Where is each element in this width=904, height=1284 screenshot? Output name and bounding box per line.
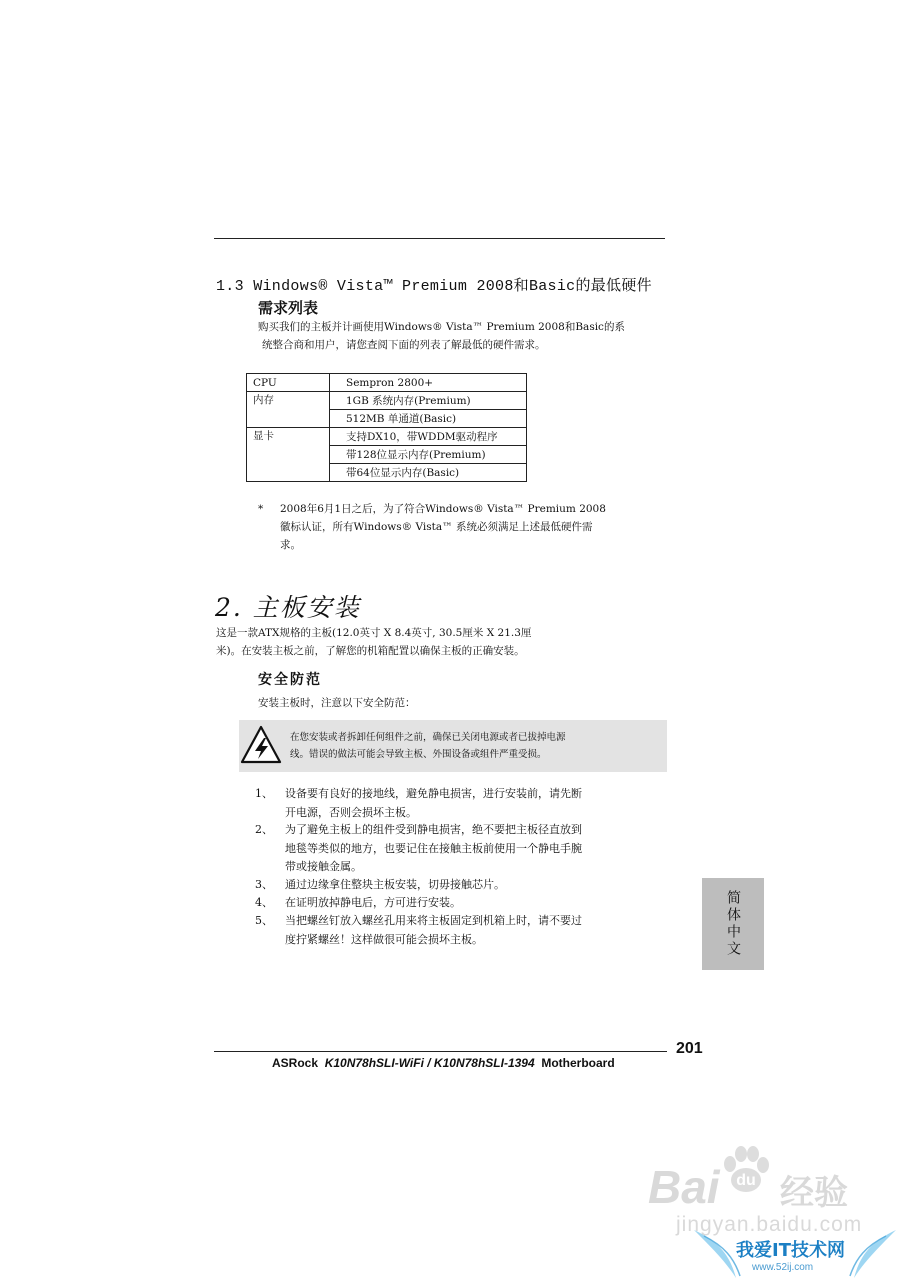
step-number: 4、 — [255, 896, 273, 909]
table-cell-category: 显卡 — [247, 428, 330, 482]
safety-intro: 安装主板时，注意以下安全防范： — [258, 697, 416, 709]
baidu-watermark-right: 经验 — [780, 1174, 848, 1212]
table-cell-value: 带64位显示内存(Basic) — [330, 464, 527, 482]
table-cell-value: 支持DX10，带WDDM驱动程序 — [330, 428, 527, 446]
hardware-requirements-table — [246, 373, 527, 482]
top-rule — [214, 238, 665, 239]
step-number: 1、 — [255, 787, 273, 800]
footnote-text — [280, 500, 640, 554]
footnote-line: 徽标认证，所有Windows® Vista™ 系统必须满足上述最低硬件需 — [280, 521, 593, 533]
footnote-line: 求。 — [280, 539, 301, 551]
language-side-tab — [702, 878, 764, 970]
table-row — [247, 428, 527, 446]
footer-suffix: Motherboard — [541, 1056, 615, 1070]
site-watermark: 我爱IT技术网 — [736, 1240, 845, 1261]
intro-line: 这是一款ATX规格的主板(12.0英寸 X 8.4英寸, 30.5厘米 X 21.3厘 — [216, 627, 532, 639]
step-text — [285, 894, 633, 913]
step-number: 2、 — [255, 823, 273, 836]
intro-line: 米)。在安装主板之前，了解您的机箱配置以确保主板的正确安装。 — [216, 645, 525, 657]
step-line: 地毯等类似的地方，也要记住在接触主板前使用一个静电手腕 — [285, 841, 582, 855]
step-line: 度拧紧螺丝！这样做很可能会损坏主板。 — [285, 932, 483, 946]
step-line: 为了避免主板上的组件受到静电损害，绝不要把主板径直放到 — [285, 823, 582, 836]
table-cell-value: 1GB 系统内存(Premium) — [330, 392, 527, 410]
intro-line: 统整合商和用户，请您查阅下面的列表了解最低的硬件需求。 — [262, 339, 546, 351]
footnote-marker: * — [258, 503, 264, 515]
step-text — [285, 876, 633, 895]
step-line: 当把螺丝钉放入螺丝孔用来将主板固定到机箱上时，请不要过 — [285, 914, 582, 927]
step-line: 设备要有良好的接地线，避免静电损害，进行安装前，请先断 — [285, 787, 582, 800]
table-cell-value: Sempron 2800+ — [330, 374, 527, 392]
step-number: 5、 — [255, 914, 273, 927]
footnote-line: 2008年6月1日之后，为了符合Windows® Vista™ Premium 2008 — [280, 503, 606, 515]
list-item — [255, 785, 645, 825]
section-1-3-intro — [258, 318, 678, 354]
warning-line: 在您安装或者拆卸任何组件之前，确保已关闭电源或者已拔掉电源 — [290, 732, 566, 743]
page-number: 201 — [676, 1040, 703, 1057]
bottom-rule — [214, 1051, 667, 1052]
step-text — [285, 821, 633, 877]
list-item — [255, 821, 645, 879]
step-text — [285, 785, 633, 822]
table-cell-category: CPU — [247, 374, 330, 392]
intro-line: 购买我们的主板并计画使用Windows® Vista™ Premium 2008和Basic的系 — [258, 321, 625, 333]
paw-icon — [716, 1140, 776, 1200]
section-heading-2: 2. 主板安装 — [215, 593, 361, 622]
step-line: 在证明放掉静电后，方可进行安装。 — [285, 896, 461, 909]
step-number: 3、 — [255, 878, 273, 891]
table-cell-value: 512MB 单通道(Basic) — [330, 410, 527, 428]
table-row — [247, 392, 527, 410]
step-line: 通过边缘拿住整块主板安装，切毋接触芯片。 — [285, 878, 505, 891]
step-text — [285, 912, 633, 949]
footer-brand: ASRock — [272, 1056, 319, 1070]
language-tab-label: 简体中文 — [725, 890, 741, 958]
svg-text:du: du — [736, 1172, 756, 1189]
baidu-watermark-left: Bai — [648, 1161, 720, 1213]
table-cell-category: 内存 — [247, 392, 330, 428]
table-cell-value: 带128位显示内存(Premium) — [330, 446, 527, 464]
list-item — [255, 912, 645, 952]
warning-line: 线。错误的做法可能会导致主板、外围设备或组件严重受损。 — [290, 749, 547, 760]
table-row — [247, 374, 527, 392]
section-2-intro — [216, 624, 676, 660]
step-line: 带或接触金属。 — [285, 860, 362, 873]
safety-heading: 安全防范 — [258, 672, 322, 688]
footer-product-line — [272, 1056, 615, 1070]
warning-text — [290, 729, 660, 763]
baidu-url-watermark: jingyan.baidu.com — [676, 1213, 863, 1236]
footer-model: K10N78hSLI-WiFi / K10N78hSLI-1394 — [324, 1056, 535, 1070]
warning-icon — [240, 724, 282, 766]
site-url-watermark: www.52ij.com — [752, 1262, 814, 1273]
step-line: 开电源，否则会损坏主板。 — [285, 805, 417, 819]
section-heading-1-3-cont: 需求列表 — [258, 299, 319, 317]
section-heading-1-3: 1.3 Windows® Vista™ Premium 2008和Basic的最低硬件 — [216, 278, 652, 295]
